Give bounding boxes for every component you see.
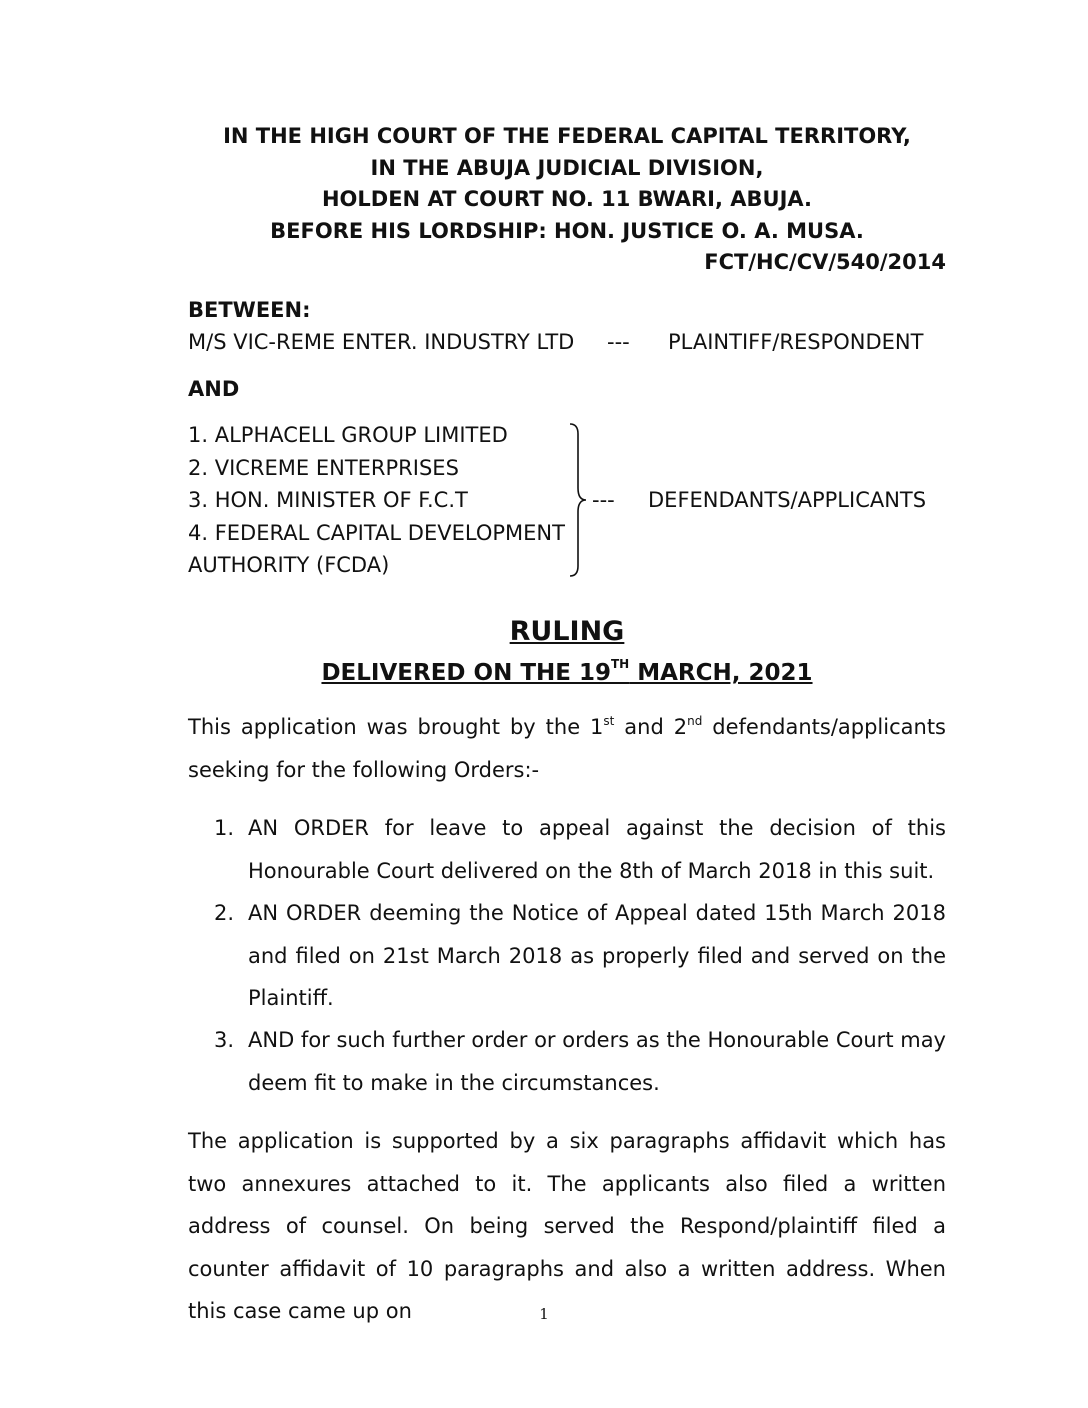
plaintiff-name: M/S VIC-REME ENTER. INDUSTRY LTD xyxy=(188,330,575,354)
page-number: 1 xyxy=(539,1305,549,1323)
defendant-line: 4. FEDERAL CAPITAL DEVELOPMENT xyxy=(188,521,565,545)
order-number: 1. xyxy=(214,816,235,840)
intro-sup: nd xyxy=(687,714,703,728)
defendant-line: 3. HON. MINISTER OF F.C.T xyxy=(188,488,468,512)
defendants-role: DEFENDANTS/APPLICANTS xyxy=(648,488,927,512)
defendant-line: AUTHORITY (FCDA) xyxy=(188,553,390,577)
defendants-dashes: --- xyxy=(592,488,615,512)
ruling-title: RULING xyxy=(509,616,625,647)
defendant-line: 2. VICREME ENTERPRISES xyxy=(188,456,459,480)
header-line: HOLDEN AT COURT NO. 11 BWARI, ABUJA. xyxy=(321,187,813,211)
plaintiff-dashes: --- xyxy=(607,330,630,354)
plaintiff-role: PLAINTIFF/RESPONDENT xyxy=(668,330,924,354)
and-label: AND xyxy=(188,377,240,401)
court-header xyxy=(188,121,946,247)
delivered-date xyxy=(188,657,946,686)
order-text: AND for such further order or orders as the Honourable Court may deem fit to make in the circumstances. xyxy=(248,1028,946,1095)
order-item xyxy=(214,892,946,1020)
intro-text: and 2 xyxy=(614,715,688,739)
delivered-sup: TH xyxy=(611,657,630,671)
defendant-line: 1. ALPHACELL GROUP LIMITED xyxy=(188,423,508,447)
between-label: BETWEEN: xyxy=(188,298,311,322)
order-number: 3. xyxy=(214,1028,235,1052)
order-text: AN ORDER for leave to appeal against the decision of this Honourable Court delivered on the 8th of March 2018 in this suit. xyxy=(248,816,946,883)
header-line: IN THE ABUJA JUDICIAL DIVISION, xyxy=(370,155,764,180)
delivered-prefix: DELIVERED ON THE 19 xyxy=(321,660,611,686)
order-item xyxy=(214,807,946,892)
delivered-suffix: MARCH, 2021 xyxy=(629,660,813,686)
body-paragraph: The application is supported by a six paragraphs affidavit which has two annexures attached to it. The applicants also filed a written address of counsel. On being served the Respond/plaintiff filed a counter affidavit of 10 paragraphs and also a written address. When this case came up on xyxy=(188,1129,946,1323)
intro-text: This application was brought by the 1 xyxy=(188,715,604,739)
order-item xyxy=(214,1019,946,1104)
intro-text: defendants/applicants seeking for the following Orders:- xyxy=(188,715,946,782)
header-line: BEFORE HIS LORDSHIP: HON. JUSTICE O. A. MUSA. xyxy=(270,218,864,243)
order-text: AN ORDER deeming the Notice of Appeal dated 15th March 2018 and filed on 21st March 2018 as properly filed and served on the Plaintiff. xyxy=(248,901,946,1010)
header-line: IN THE HIGH COURT OF THE FEDERAL CAPITAL TERRITORY, xyxy=(223,124,911,148)
intro-sup: st xyxy=(603,714,615,728)
suit-number: FCT/HC/CV/540/2014 xyxy=(704,250,946,274)
order-number: 2. xyxy=(214,901,235,925)
intro-paragraph xyxy=(188,706,946,791)
curly-brace xyxy=(566,422,594,578)
